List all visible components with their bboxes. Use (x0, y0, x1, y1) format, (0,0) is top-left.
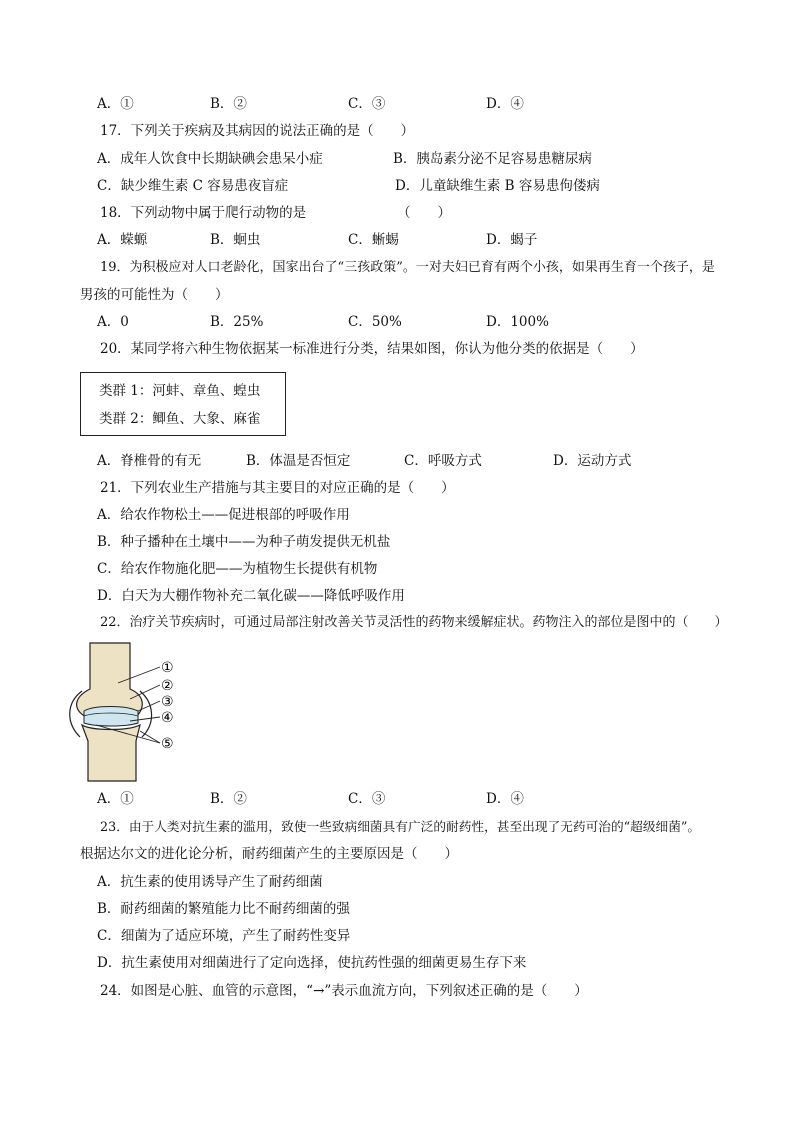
q21-stem: 21．下列农业生产措施与其主要目的对应正确的是（ ） (100, 480, 455, 496)
group-1-text: 类群 1：河蚌、章鱼、蝗虫 (99, 383, 261, 399)
q21-option-d[interactable]: D．白天为大棚作物补充二氧化碳——降低呼吸作用 (97, 588, 405, 604)
q24-stem: 24．如图是心脏、血管的示意图，“→”表示血流方向，下列叙述正确的是（ ） (100, 983, 588, 999)
q18-stem: 18．下列动物中属于爬行动物的是 (100, 205, 307, 221)
knee-joint-figure (66, 641, 196, 783)
q23-stem-line1: 23．由于人类对抗生素的滥用，致使一些致病细菌具有广泛的耐药性，甚至出现了无药可治的“超级细菌”。 (100, 819, 701, 834)
q19-option-c[interactable]: C．50% (348, 314, 402, 330)
q20-option-d[interactable]: D．运动方式 (553, 453, 632, 469)
q17-option-a[interactable]: A．成年人饮食中长期缺碘会患呆小症 (97, 151, 323, 167)
classification-box (80, 372, 286, 436)
q17-stem: 17．下列关于疾病及其病因的说法正确的是（ ） (100, 123, 415, 139)
q21-option-a[interactable]: A．给农作物松土——促进根部的呼吸作用 (97, 507, 350, 523)
q19-option-a[interactable]: A．0 (97, 314, 129, 330)
q20-stem: 20．某同学将六种生物依据某一标准进行分类，结果如图，你认为他分类的依据是（ ） (100, 341, 644, 357)
q19-option-d[interactable]: D．100% (486, 314, 549, 330)
q16-option-c[interactable]: C．③ (348, 96, 386, 112)
figure-label-5: ⑤ (161, 736, 174, 752)
figure-label-3: ③ (161, 694, 174, 710)
q23-option-a[interactable]: A．抗生素的使用诱导产生了耐药细菌 (97, 874, 323, 890)
q21-option-c[interactable]: C．给农作物施化肥——为植物生长提供有机物 (97, 561, 378, 577)
q22-option-a[interactable]: A．① (97, 791, 134, 807)
q23-option-c[interactable]: C．细菌为了适应环境，产生了耐药性变异 (97, 928, 351, 944)
q23-option-d[interactable]: D．抗生素使用对细菌进行了定向选择，使抗药性强的细菌更易生存下来 (97, 955, 527, 971)
q18-option-c[interactable]: C．蜥蜴 (348, 232, 399, 248)
q19-stem-line2: 男孩的可能性为（ ） (80, 287, 229, 303)
q20-option-b[interactable]: B．体温是否恒定 (246, 453, 351, 469)
q17-option-d[interactable]: D．儿童缺维生素 B 容易患佝偻病 (395, 178, 600, 194)
group-2-text: 类群 2：鲫鱼、大象、麻雀 (99, 411, 261, 427)
q20-option-c[interactable]: C．呼吸方式 (404, 453, 482, 469)
q22-option-d[interactable]: D．④ (486, 791, 524, 807)
q17-option-b[interactable]: B．胰岛素分泌不足容易患糖尿病 (393, 151, 592, 167)
figure-label-2: ② (161, 678, 174, 694)
q23-option-b[interactable]: B．耐药细菌的繁殖能力比不耐药细菌的强 (97, 901, 350, 917)
figure-label-4: ④ (161, 710, 174, 726)
q18-answer-paren: （ ） (397, 205, 451, 221)
q18-option-d[interactable]: D．蝎子 (486, 232, 538, 248)
q16-option-d[interactable]: D．④ (486, 96, 524, 112)
q19-option-b[interactable]: B．25% (210, 314, 264, 330)
figure-label-1: ① (161, 660, 174, 676)
q23-stem-line2: 根据达尔文的进化论分析，耐药细菌产生的主要原因是（ ） (80, 846, 458, 862)
q22-option-c[interactable]: C．③ (348, 791, 386, 807)
q19-stem-line1: 19．为积极应对人口老龄化，国家出台了“三孩政策”。一对夫妇已育有两个小孩，如果再生育一个孩子，是 (100, 260, 715, 275)
q16-option-a[interactable]: A．① (97, 96, 134, 112)
q18-option-b[interactable]: B．蛔虫 (210, 232, 261, 248)
q21-option-b[interactable]: B．种子播种在土壤中——为种子萌发提供无机盐 (97, 534, 391, 550)
q18-option-a[interactable]: A．蝾螈 (97, 232, 148, 248)
q17-option-c[interactable]: C．缺少维生素 C 容易患夜盲症 (97, 178, 289, 194)
q16-option-b[interactable]: B．② (210, 96, 247, 112)
q22-stem: 22．治疗关节疾病时，可通过局部注射改善关节灵活性的药物来缓解症状。药物注入的部位是图中的（ ） (100, 615, 728, 630)
q20-option-a[interactable]: A．脊椎骨的有无 (97, 453, 202, 469)
q22-option-b[interactable]: B．② (210, 791, 247, 807)
